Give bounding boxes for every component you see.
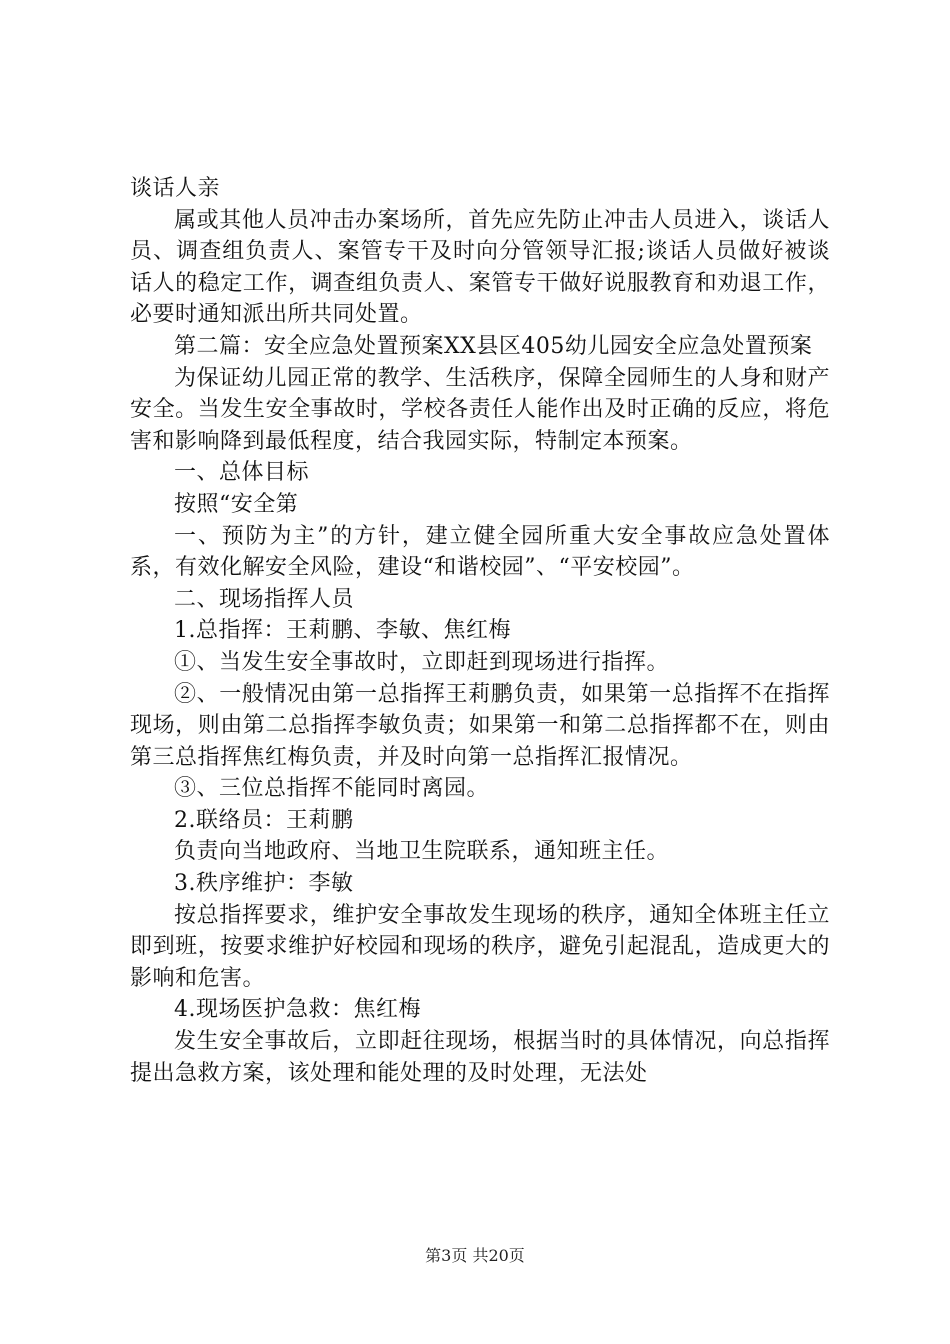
paragraph: 3.秩序维护：李敏 [174, 871, 354, 897]
paragraph: 1.总指挥：王莉鹏、李敏、焦红梅 [174, 618, 511, 644]
paragraph: 为保证幼儿园正常的教学、生活秩序，保障全园师生的人身和财产安全。当发生安全事故时，学校各责任人能作出及时正确的反应，将危害和影响降到最低程度，结合我园实际，特制定本预案。 [130, 365, 830, 454]
paragraph: ②、一般情况由第一总指挥王莉鹏负责，如果第一总指挥不在指挥现场，则由第二总指挥李敏负责；如果第一和第二总指挥都不在，则由第三总指挥焦红梅负责，并及时向第一总指挥汇报情况。 [130, 681, 830, 770]
paragraph: 发生安全事故后，立即赶往现场，根据当时的具体情况，向总指挥提出急救方案，该处理和能处理的及时处理，无法处 [130, 1029, 830, 1086]
paragraph: ①、当发生安全事故时，立即赶到现场进行指挥。 [174, 649, 670, 675]
paragraph: 谈话人亲 [130, 176, 221, 201]
paragraph: 4.现场医护急救：焦红梅 [174, 997, 421, 1023]
document-body [130, 173, 830, 1089]
paragraph: 负责向当地政府、当地卫生院联系，通知班主任。 [174, 839, 670, 865]
paragraph: ③、三位总指挥不能同时离园。 [174, 776, 490, 802]
paragraph: 按总指挥要求，维护安全事故发生现场的秩序，通知全体班主任立即到班，按要求维护好校园和现场的秩序，避免引起混乱，造成更大的影响和危害。 [130, 902, 830, 991]
paragraph: 按照“安全第 [174, 491, 299, 517]
section-heading: 二、现场指挥人员 [174, 586, 355, 612]
paragraph: 2.联络员：王莉鹏 [174, 807, 354, 833]
section-heading: 一、总体目标 [174, 460, 310, 486]
page-footer: 第3页 共20页 [425, 1246, 525, 1265]
section-heading: 第二篇：安全应急处置预案XX县区405幼儿园安全应急处置预案 [174, 333, 813, 359]
paragraph: 一、预防为主”的方针，建立健全园所重大安全事故应急处置体系，有效化解安全风险，建设“和谐校园”、“平安校园”。 [130, 523, 830, 581]
paragraph: 属或其他人员冲击办案场所，首先应先防止冲击人员进入，谈话人员、调查组负责人、案管专干及时向分管领导汇报;谈话人员做好被谈话人的稳定工作，调查组负责人、案管专干做好说服教育和劝退工作，必要时通知派出所共同处置。 [130, 207, 830, 328]
